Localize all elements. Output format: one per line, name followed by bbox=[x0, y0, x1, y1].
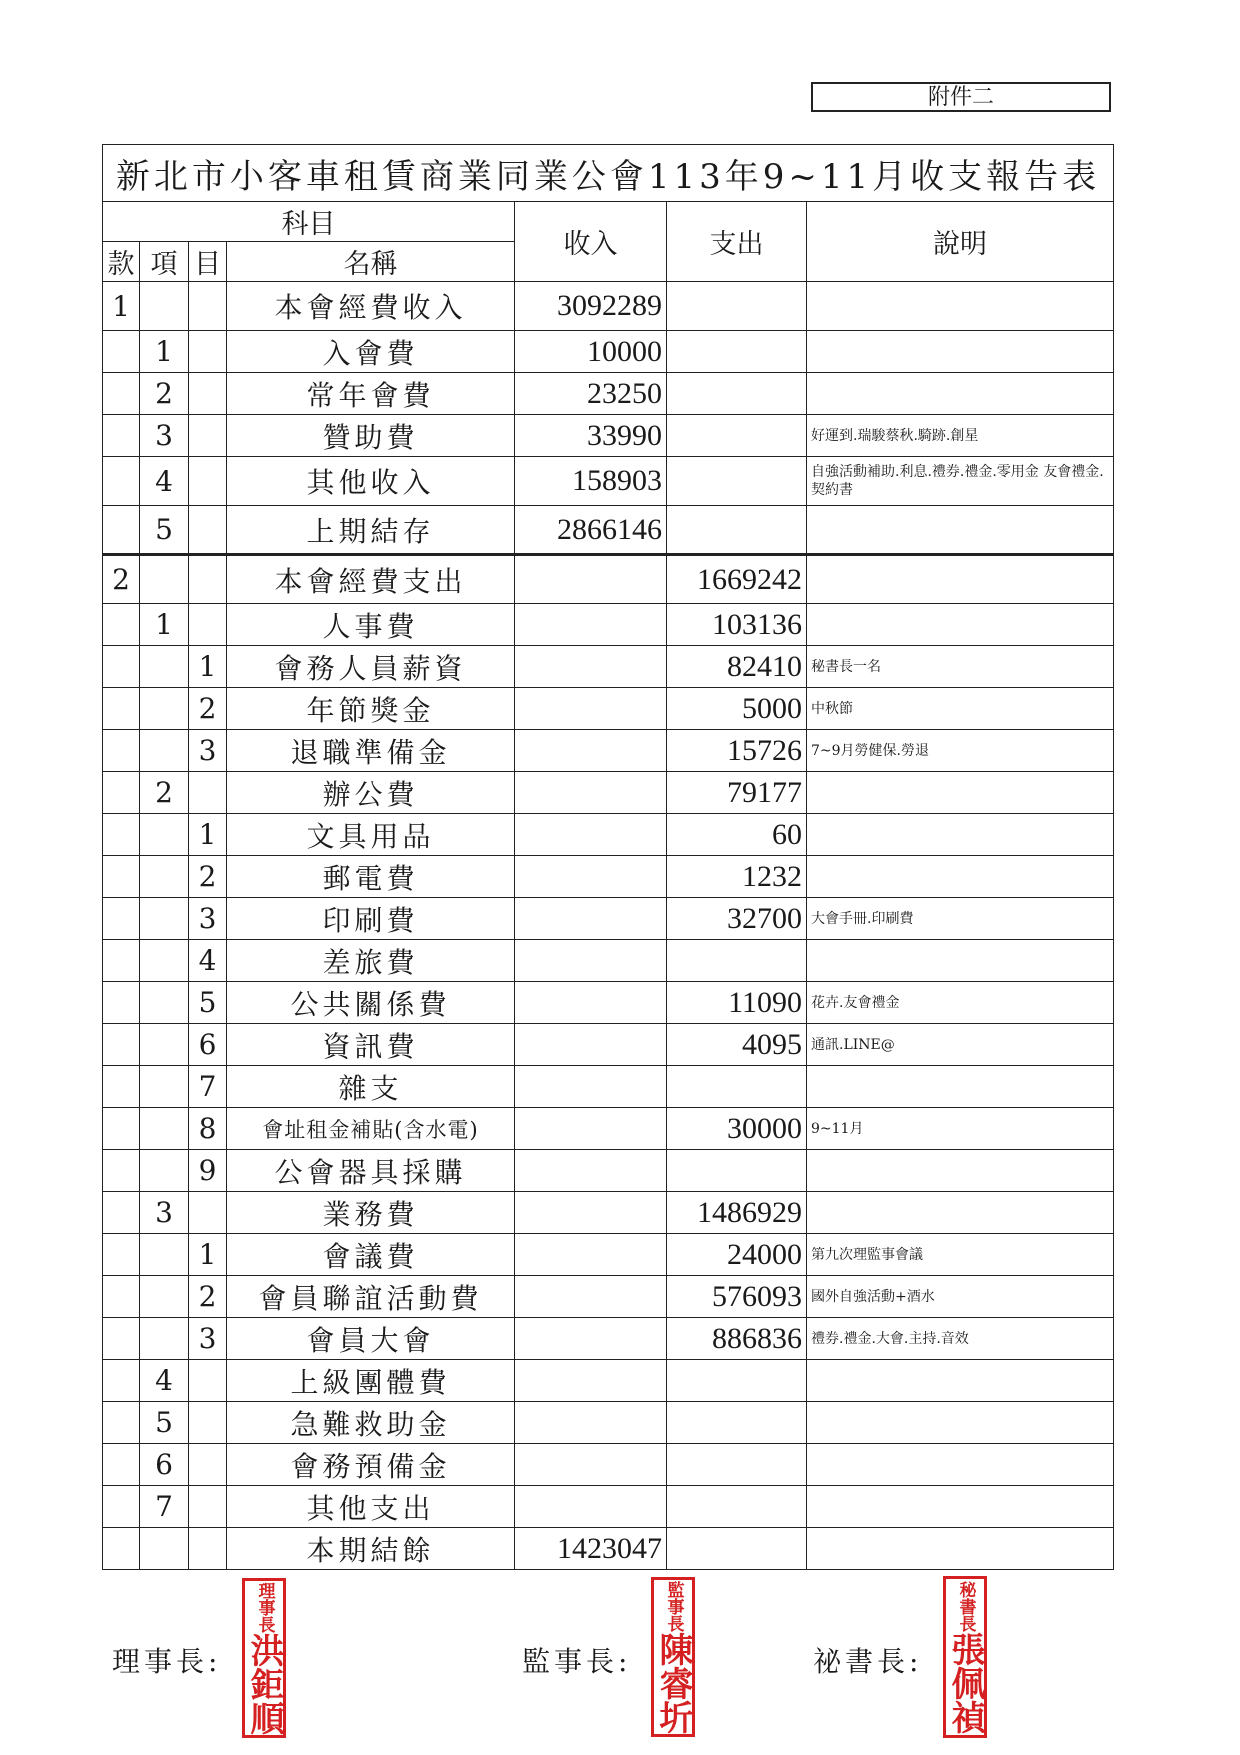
row-expense bbox=[667, 1444, 807, 1486]
row-kuan bbox=[103, 982, 140, 1024]
row-kuan bbox=[103, 1486, 140, 1528]
row-income bbox=[515, 1444, 667, 1486]
row-mu: 1 bbox=[189, 646, 227, 688]
table-row bbox=[103, 457, 1114, 506]
row-expense: 79177 bbox=[667, 772, 807, 814]
row-kuan bbox=[103, 506, 140, 555]
table-row bbox=[103, 1150, 1114, 1192]
row-name: 上級團體費 bbox=[227, 1360, 515, 1402]
attachment-label: 附件二 bbox=[811, 82, 1111, 112]
row-note bbox=[807, 1066, 1114, 1108]
row-mu: 7 bbox=[189, 1066, 227, 1108]
row-note: 9~11月 bbox=[807, 1108, 1114, 1150]
table-row bbox=[103, 555, 1114, 604]
header-expense: 支出 bbox=[667, 202, 807, 282]
row-mu bbox=[189, 373, 227, 415]
row-name: 人事費 bbox=[227, 604, 515, 646]
row-kuan bbox=[103, 1192, 140, 1234]
supervisor-seal-title: 監事長 bbox=[663, 1580, 684, 1632]
row-xiang: 7 bbox=[140, 1486, 189, 1528]
row-income bbox=[515, 1024, 667, 1066]
row-xiang bbox=[140, 282, 189, 331]
row-mu: 2 bbox=[189, 688, 227, 730]
row-kuan bbox=[103, 1444, 140, 1486]
row-kuan bbox=[103, 772, 140, 814]
header-xiang: 項 bbox=[140, 242, 189, 282]
row-xiang: 2 bbox=[140, 772, 189, 814]
row-name: 會議費 bbox=[227, 1234, 515, 1276]
row-name: 會址租金補貼(含水電) bbox=[227, 1108, 515, 1150]
row-name: 入會費 bbox=[227, 331, 515, 373]
row-xiang bbox=[140, 1276, 189, 1318]
row-income bbox=[515, 1066, 667, 1108]
row-name: 郵電費 bbox=[227, 856, 515, 898]
row-mu bbox=[189, 1528, 227, 1570]
table-row bbox=[103, 772, 1114, 814]
row-kuan bbox=[103, 1150, 140, 1192]
row-kuan bbox=[103, 373, 140, 415]
row-mu bbox=[189, 415, 227, 457]
row-mu: 3 bbox=[189, 1318, 227, 1360]
row-income: 2866146 bbox=[515, 506, 667, 555]
row-name: 公共關係費 bbox=[227, 982, 515, 1024]
row-income: 1423047 bbox=[515, 1528, 667, 1570]
chairman-seal-name: 洪鉅順 bbox=[244, 1632, 284, 1735]
row-expense bbox=[667, 1402, 807, 1444]
row-expense: 576093 bbox=[667, 1276, 807, 1318]
header-kuan: 款 bbox=[103, 242, 140, 282]
row-mu: 6 bbox=[189, 1024, 227, 1066]
row-mu bbox=[189, 604, 227, 646]
table-row bbox=[103, 1318, 1114, 1360]
row-expense: 60 bbox=[667, 814, 807, 856]
row-income: 10000 bbox=[515, 331, 667, 373]
row-income: 23250 bbox=[515, 373, 667, 415]
row-note bbox=[807, 506, 1114, 555]
row-name: 急難救助金 bbox=[227, 1402, 515, 1444]
row-note bbox=[807, 814, 1114, 856]
row-name: 本期結餘 bbox=[227, 1528, 515, 1570]
row-mu: 2 bbox=[189, 856, 227, 898]
row-expense: 32700 bbox=[667, 898, 807, 940]
row-name: 雜支 bbox=[227, 1066, 515, 1108]
row-note bbox=[807, 331, 1114, 373]
row-mu bbox=[189, 1444, 227, 1486]
row-income: 158903 bbox=[515, 457, 667, 506]
row-mu: 1 bbox=[189, 814, 227, 856]
row-note bbox=[807, 1150, 1114, 1192]
secretary-label: 祕書長: bbox=[813, 1645, 923, 1678]
table-row bbox=[103, 688, 1114, 730]
row-note: 秘書長一名 bbox=[807, 646, 1114, 688]
row-kuan bbox=[103, 331, 140, 373]
row-name: 退職準備金 bbox=[227, 730, 515, 772]
row-name: 常年會費 bbox=[227, 373, 515, 415]
table-row bbox=[103, 604, 1114, 646]
row-mu: 8 bbox=[189, 1108, 227, 1150]
row-name: 印刷費 bbox=[227, 898, 515, 940]
row-income bbox=[515, 1150, 667, 1192]
row-income bbox=[515, 1318, 667, 1360]
row-xiang bbox=[140, 688, 189, 730]
row-name: 文具用品 bbox=[227, 814, 515, 856]
row-expense: 11090 bbox=[667, 982, 807, 1024]
row-note bbox=[807, 1402, 1114, 1444]
row-income: 3092289 bbox=[515, 282, 667, 331]
row-expense bbox=[667, 506, 807, 555]
row-mu: 1 bbox=[189, 1234, 227, 1276]
row-mu bbox=[189, 1360, 227, 1402]
row-xiang: 5 bbox=[140, 506, 189, 555]
row-expense bbox=[667, 1486, 807, 1528]
row-kuan bbox=[103, 1234, 140, 1276]
row-income bbox=[515, 982, 667, 1024]
row-mu: 3 bbox=[189, 730, 227, 772]
row-kuan bbox=[103, 1024, 140, 1066]
row-income bbox=[515, 1192, 667, 1234]
row-expense bbox=[667, 331, 807, 373]
row-income bbox=[515, 772, 667, 814]
row-note: 禮券.禮金.大會.主持.音效 bbox=[807, 1318, 1114, 1360]
row-name: 會務預備金 bbox=[227, 1444, 515, 1486]
row-mu: 2 bbox=[189, 1276, 227, 1318]
table-row bbox=[103, 1402, 1114, 1444]
row-mu bbox=[189, 506, 227, 555]
row-mu: 3 bbox=[189, 898, 227, 940]
row-note: 通訊.LINE@ bbox=[807, 1024, 1114, 1066]
supervisor-label: 監事長: bbox=[522, 1645, 632, 1678]
row-mu: 5 bbox=[189, 982, 227, 1024]
row-expense: 1486929 bbox=[667, 1192, 807, 1234]
row-income bbox=[515, 1108, 667, 1150]
row-income bbox=[515, 555, 667, 604]
header-mu: 目 bbox=[189, 242, 227, 282]
row-xiang bbox=[140, 730, 189, 772]
row-xiang bbox=[140, 1318, 189, 1360]
row-xiang bbox=[140, 898, 189, 940]
row-xiang bbox=[140, 1108, 189, 1150]
supervisor-seal-name: 陳睿圻 bbox=[653, 1631, 693, 1734]
row-kuan bbox=[103, 646, 140, 688]
table-row bbox=[103, 415, 1114, 457]
row-name: 贊助費 bbox=[227, 415, 515, 457]
row-expense bbox=[667, 940, 807, 982]
row-xiang bbox=[140, 982, 189, 1024]
row-expense: 103136 bbox=[667, 604, 807, 646]
row-expense: 886836 bbox=[667, 1318, 807, 1360]
table-row bbox=[103, 331, 1114, 373]
row-kuan bbox=[103, 1108, 140, 1150]
row-xiang: 6 bbox=[140, 1444, 189, 1486]
row-mu bbox=[189, 1402, 227, 1444]
income-expense-report-table bbox=[102, 144, 1114, 1570]
row-income bbox=[515, 604, 667, 646]
row-note bbox=[807, 856, 1114, 898]
row-note: 大會手冊.印刷費 bbox=[807, 898, 1114, 940]
row-income bbox=[515, 730, 667, 772]
row-name: 年節獎金 bbox=[227, 688, 515, 730]
row-note bbox=[807, 1486, 1114, 1528]
row-expense bbox=[667, 282, 807, 331]
table-row bbox=[103, 1108, 1114, 1150]
header-income: 收入 bbox=[515, 202, 667, 282]
row-name: 差旅費 bbox=[227, 940, 515, 982]
row-name: 會務人員薪資 bbox=[227, 646, 515, 688]
row-mu bbox=[189, 1486, 227, 1528]
row-mu bbox=[189, 331, 227, 373]
row-note bbox=[807, 772, 1114, 814]
table-row bbox=[103, 730, 1114, 772]
row-kuan: 2 bbox=[103, 555, 140, 604]
chairman-seal bbox=[242, 1578, 286, 1738]
header-name: 名稱 bbox=[227, 242, 515, 282]
table-row bbox=[103, 646, 1114, 688]
row-xiang bbox=[140, 940, 189, 982]
row-expense: 1232 bbox=[667, 856, 807, 898]
row-name: 其他收入 bbox=[227, 457, 515, 506]
row-kuan bbox=[103, 730, 140, 772]
row-kuan bbox=[103, 415, 140, 457]
table-row bbox=[103, 373, 1114, 415]
secretary-seal-name: 張佩禎 bbox=[945, 1631, 985, 1734]
secretary-seal bbox=[943, 1576, 987, 1738]
table-row bbox=[103, 898, 1114, 940]
row-note bbox=[807, 1192, 1114, 1234]
table-row bbox=[103, 1234, 1114, 1276]
table-row bbox=[103, 1276, 1114, 1318]
row-income bbox=[515, 1486, 667, 1528]
row-expense bbox=[667, 1066, 807, 1108]
row-kuan bbox=[103, 1318, 140, 1360]
row-expense bbox=[667, 457, 807, 506]
chairman-seal-title: 理事長 bbox=[254, 1581, 275, 1633]
row-note: 國外自強活動+酒水 bbox=[807, 1276, 1114, 1318]
row-name: 辦公費 bbox=[227, 772, 515, 814]
row-xiang: 1 bbox=[140, 331, 189, 373]
row-mu bbox=[189, 282, 227, 331]
row-expense bbox=[667, 373, 807, 415]
row-note bbox=[807, 555, 1114, 604]
row-note: 好運到.瑞駿蔡秋.騎跡.創星 bbox=[807, 415, 1114, 457]
row-xiang: 4 bbox=[140, 1360, 189, 1402]
row-xiang bbox=[140, 646, 189, 688]
table-row bbox=[103, 1024, 1114, 1066]
row-expense bbox=[667, 1360, 807, 1402]
table-row bbox=[103, 1192, 1114, 1234]
row-expense: 5000 bbox=[667, 688, 807, 730]
report-title: 新北市小客車租賃商業同業公會113年9~11月收支報告表 bbox=[103, 145, 1114, 202]
row-xiang: 3 bbox=[140, 415, 189, 457]
row-kuan bbox=[103, 940, 140, 982]
supervisor-seal bbox=[651, 1577, 695, 1737]
row-income bbox=[515, 856, 667, 898]
row-expense bbox=[667, 1150, 807, 1192]
row-kuan bbox=[103, 1360, 140, 1402]
row-mu: 4 bbox=[189, 940, 227, 982]
row-kuan bbox=[103, 1402, 140, 1444]
row-income bbox=[515, 688, 667, 730]
row-xiang bbox=[140, 1150, 189, 1192]
table-row bbox=[103, 506, 1114, 555]
row-note: 中秋節 bbox=[807, 688, 1114, 730]
row-note bbox=[807, 604, 1114, 646]
row-name: 其他支出 bbox=[227, 1486, 515, 1528]
row-xiang: 2 bbox=[140, 373, 189, 415]
row-kuan bbox=[103, 856, 140, 898]
table-row bbox=[103, 1066, 1114, 1108]
row-xiang: 4 bbox=[140, 457, 189, 506]
row-note bbox=[807, 1528, 1114, 1570]
row-xiang: 5 bbox=[140, 1402, 189, 1444]
row-xiang bbox=[140, 814, 189, 856]
row-mu: 9 bbox=[189, 1150, 227, 1192]
table-row bbox=[103, 1486, 1114, 1528]
row-income bbox=[515, 1234, 667, 1276]
row-mu bbox=[189, 457, 227, 506]
row-note: 花卉.友會禮金 bbox=[807, 982, 1114, 1024]
row-income bbox=[515, 898, 667, 940]
table-row bbox=[103, 856, 1114, 898]
row-note bbox=[807, 282, 1114, 331]
row-note: 自強活動補助.利息.禮券.禮金.零用金 友會禮金.契約書 bbox=[807, 457, 1114, 506]
row-income bbox=[515, 1402, 667, 1444]
row-mu bbox=[189, 1192, 227, 1234]
row-income bbox=[515, 814, 667, 856]
row-note: 7~9月勞健保.勞退 bbox=[807, 730, 1114, 772]
row-kuan bbox=[103, 604, 140, 646]
header-subject: 科目 bbox=[103, 202, 515, 242]
row-name: 上期結存 bbox=[227, 506, 515, 555]
row-income bbox=[515, 646, 667, 688]
table-row bbox=[103, 814, 1114, 856]
row-xiang bbox=[140, 555, 189, 604]
row-expense: 30000 bbox=[667, 1108, 807, 1150]
row-mu bbox=[189, 772, 227, 814]
row-xiang bbox=[140, 856, 189, 898]
row-expense: 82410 bbox=[667, 646, 807, 688]
row-name: 業務費 bbox=[227, 1192, 515, 1234]
table-row bbox=[103, 1360, 1114, 1402]
row-income: 33990 bbox=[515, 415, 667, 457]
row-note bbox=[807, 1360, 1114, 1402]
secretary-seal-title: 秘書長 bbox=[955, 1580, 976, 1632]
row-xiang bbox=[140, 1528, 189, 1570]
row-xiang: 3 bbox=[140, 1192, 189, 1234]
row-expense: 15726 bbox=[667, 730, 807, 772]
row-xiang bbox=[140, 1024, 189, 1066]
table-row bbox=[103, 1444, 1114, 1486]
row-note bbox=[807, 940, 1114, 982]
row-note: 第九次理監事會議 bbox=[807, 1234, 1114, 1276]
row-income bbox=[515, 940, 667, 982]
row-kuan bbox=[103, 1528, 140, 1570]
table-row bbox=[103, 282, 1114, 331]
row-income bbox=[515, 1276, 667, 1318]
row-name: 會員聯誼活動費 bbox=[227, 1276, 515, 1318]
row-name: 會員大會 bbox=[227, 1318, 515, 1360]
row-kuan: 1 bbox=[103, 282, 140, 331]
chairman-label: 理事長: bbox=[112, 1645, 222, 1678]
row-kuan bbox=[103, 1276, 140, 1318]
table-row bbox=[103, 1528, 1114, 1570]
row-xiang: 1 bbox=[140, 604, 189, 646]
row-kuan bbox=[103, 814, 140, 856]
row-kuan bbox=[103, 898, 140, 940]
row-mu bbox=[189, 555, 227, 604]
row-name: 本會經費收入 bbox=[227, 282, 515, 331]
row-expense bbox=[667, 415, 807, 457]
row-name: 公會器具採購 bbox=[227, 1150, 515, 1192]
row-note bbox=[807, 373, 1114, 415]
row-name: 本會經費支出 bbox=[227, 555, 515, 604]
row-expense: 4095 bbox=[667, 1024, 807, 1066]
row-xiang bbox=[140, 1066, 189, 1108]
row-name: 資訊費 bbox=[227, 1024, 515, 1066]
row-xiang bbox=[140, 1234, 189, 1276]
row-kuan bbox=[103, 688, 140, 730]
row-kuan bbox=[103, 457, 140, 506]
header-note: 說明 bbox=[807, 202, 1114, 282]
row-income bbox=[515, 1360, 667, 1402]
row-expense bbox=[667, 1528, 807, 1570]
table-row bbox=[103, 982, 1114, 1024]
row-note bbox=[807, 1444, 1114, 1486]
row-expense: 1669242 bbox=[667, 555, 807, 604]
row-kuan bbox=[103, 1066, 140, 1108]
row-expense: 24000 bbox=[667, 1234, 807, 1276]
table-row bbox=[103, 940, 1114, 982]
